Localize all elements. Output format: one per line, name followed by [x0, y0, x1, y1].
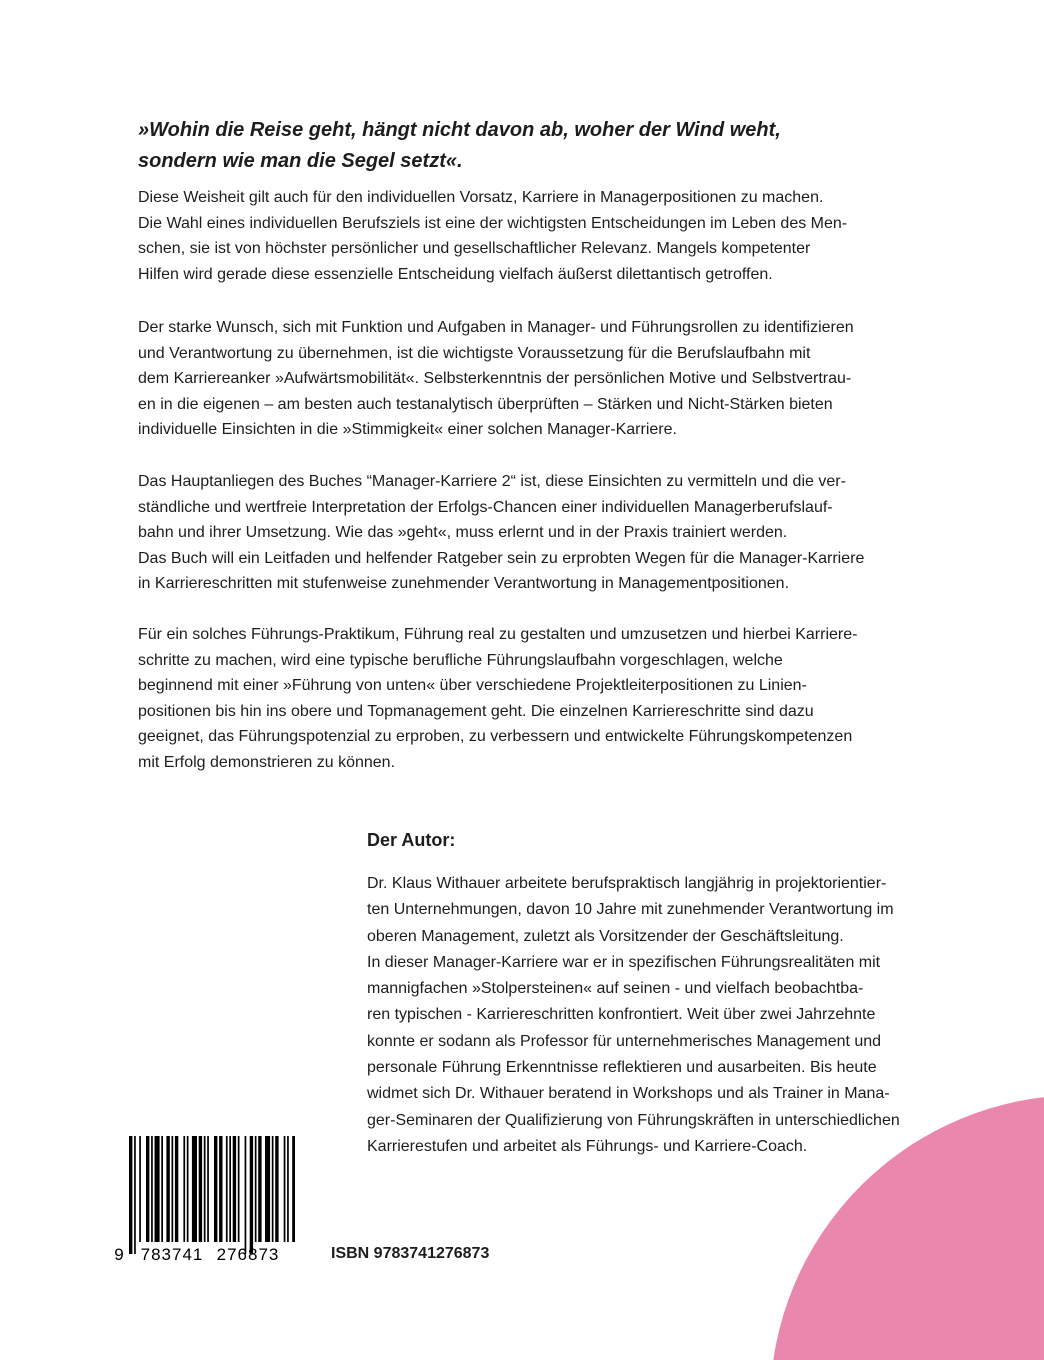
bio-line: ger-Seminaren der Qualifizierung von Führungskräften in unterschiedlichen: [367, 1111, 900, 1129]
barcode-bar: [226, 1136, 228, 1242]
quote-line: »Wohin die Reise geht, hängt nicht davon ab, woher der Wind weht,: [138, 119, 781, 141]
barcode-bar: [166, 1136, 169, 1242]
text-line: beginnend mit einer »Führung von unten« über verschiedene Projektleiterpositionen zu Linien-: [138, 677, 807, 695]
barcode-digit-group: 9: [114, 1245, 124, 1264]
text-line: ständliche und wertfreie Interpretation der Erfolgs-Chancen einer individuellen Managerberufslauf-: [138, 498, 833, 516]
text-line: Diese Weisheit gilt auch für den individuellen Vorsatz, Karriere in Managerpositionen zu machen.: [138, 189, 824, 206]
text-line: schritte zu machen, wird eine typische berufliche Führungslaufbahn vorgeschlagen, welche: [138, 651, 783, 669]
barcode-bar: [172, 1136, 174, 1242]
paragraph-book-purpose: [138, 469, 938, 597]
barcode-bar: [245, 1136, 247, 1254]
barcode-bar: [146, 1136, 149, 1242]
barcode-bar: [187, 1136, 189, 1242]
bio-line: ren typischen - Karriereschritten konfrontiert. Weit über zwei Jahrzehnte: [367, 1006, 876, 1024]
barcode-bar: [175, 1136, 178, 1242]
barcode-bar: [229, 1136, 231, 1242]
barcode-bar: [183, 1136, 185, 1242]
paragraph-intro: [138, 185, 938, 287]
barcode-bar: [199, 1136, 202, 1242]
barcode-bar: [134, 1136, 136, 1254]
barcode-bar: [214, 1136, 217, 1242]
bio-line: Dr. Klaus Withauer arbeitete berufspraktisch langjährig in projektorientier-: [367, 875, 887, 892]
text-line: dem Karriereanker »Aufwärtsmobilität«. Selbsterkenntnis der persönlichen Motive und Selbstvertrau-: [138, 370, 852, 388]
bio-line: In dieser Manager-Karriere war er in spezifischen Führungsrealitäten mit: [367, 953, 881, 971]
barcode-bar: [265, 1136, 270, 1242]
barcode-bar: [287, 1136, 289, 1242]
paragraph-motivation: [138, 315, 938, 443]
barcode-bar: [207, 1136, 209, 1242]
barcode-bar: [139, 1136, 141, 1242]
isbn-label: ISBN 9783741276873: [331, 1245, 490, 1262]
bio-line: oberen Management, zuletzt als Vorsitzender der Geschäftsleitung.: [367, 927, 844, 945]
bio-line: widmet sich Dr. Withauer beratend in Workshops und als Trainer in Mana-: [367, 1085, 890, 1103]
bio-line: konnte er sodann als Professor für unternehmerisches Management und: [367, 1032, 882, 1050]
text-line: Das Hauptanliegen des Buches “Manager-Karriere 2“ ist, diese Einsichten zu vermitteln und die ver-: [138, 473, 846, 490]
barcode-bar: [272, 1136, 274, 1242]
paragraph-career-path: [138, 622, 938, 776]
barcode-bar: [155, 1136, 160, 1242]
barcode-digit-group: 276873: [216, 1245, 280, 1264]
text-line: geeignet, das Führungspotenzial zu erproben, zu verbessern und entwickelte Führungskompetenzen: [138, 728, 853, 746]
text-line: en in die eigenen – am besten auch testanalytisch überprüften – Stärken und Nicht-Stärken bieten: [138, 395, 833, 413]
text-line: Das Buch will ein Leitfaden und helfender Ratgeber sein zu erprobten Wegen für die Manager-Karriere: [138, 549, 865, 567]
barcode-digit-group: 783741: [140, 1245, 204, 1264]
author-heading: Der Autor:: [367, 830, 456, 850]
text-line: Für ein solches Führungs-Praktikum, Führung real zu gestalten und umzusetzen und hierbei Karriere-: [138, 626, 858, 643]
text-line: Hilfen wird gerade diese essenzielle Entscheidung vielfach äußerst dilettantisch getroffen.: [138, 265, 773, 283]
ean-barcode: [113, 1136, 295, 1274]
epigraph-quote: [138, 115, 918, 177]
barcode-bar: [238, 1136, 240, 1242]
barcode-bar: [250, 1136, 253, 1254]
barcode-bars: [129, 1136, 295, 1254]
text-line: individuelle Einsichten in die »Stimmigkeit« einer solchen Manager-Karriere.: [138, 421, 677, 439]
text-line: Die Wahl eines individuellen Berufsziels ist eine der wichtigsten Entscheidungen im Leben des Men-: [138, 214, 848, 232]
text-line: und Verantwortung zu übernehmen, ist die wichtigste Voraussetzung für die Berufslaufbahn mit: [138, 344, 811, 362]
text-line: in Karriereschritten mit stufenweise zunehmender Verantwortung in Managementpositionen.: [138, 575, 790, 593]
barcode-bar: [284, 1136, 286, 1242]
bio-line: personale Führung Erkenntnisse reflektieren und ausarbeiten. Bis heute: [367, 1059, 877, 1077]
barcode-bar: [161, 1136, 163, 1242]
barcode-bar: [255, 1136, 257, 1242]
bio-line: mannigfachen »Stolpersteinen« auf seinen - und vielfach beobachtba-: [367, 980, 864, 998]
text-line: Der starke Wunsch, sich mit Funktion und Aufgaben in Manager- und Führungsrollen zu identifizieren: [138, 319, 854, 336]
barcode-bar: [204, 1136, 206, 1242]
barcode-bar: [219, 1136, 222, 1242]
barcode-bar: [275, 1136, 278, 1242]
barcode-bar: [233, 1136, 236, 1242]
barcode-bar: [258, 1136, 261, 1242]
barcode-bar: [292, 1136, 295, 1242]
barcode-bar: [151, 1136, 153, 1242]
text-line: bahn und ihrer Umsetzung. Wie das »geht«, muss erlernt und in der Praxis trainiert werden.: [138, 524, 788, 542]
bio-line: ten Unternehmungen, davon 10 Jahre mit zunehmender Verantwortung im: [367, 901, 894, 919]
quote-line: sondern wie man die Segel setzt«.: [138, 150, 463, 172]
text-line: positionen bis hin ins obere und Topmanagement geht. Die einzelnen Karriereschritte sind dazu: [138, 702, 814, 720]
author-bio: [367, 871, 967, 1160]
barcode-bar: [192, 1136, 197, 1242]
barcode-bar: [129, 1136, 132, 1254]
text-line: schen, sie ist von höchster persönlicher und gesellschaftlicher Relevanz. Mangels kompetenter: [138, 240, 811, 258]
text-line: mit Erfolg demonstrieren zu können.: [138, 753, 396, 771]
bio-line: Karrierestufen und arbeitet als Führungs- und Karriere-Coach.: [367, 1137, 808, 1155]
